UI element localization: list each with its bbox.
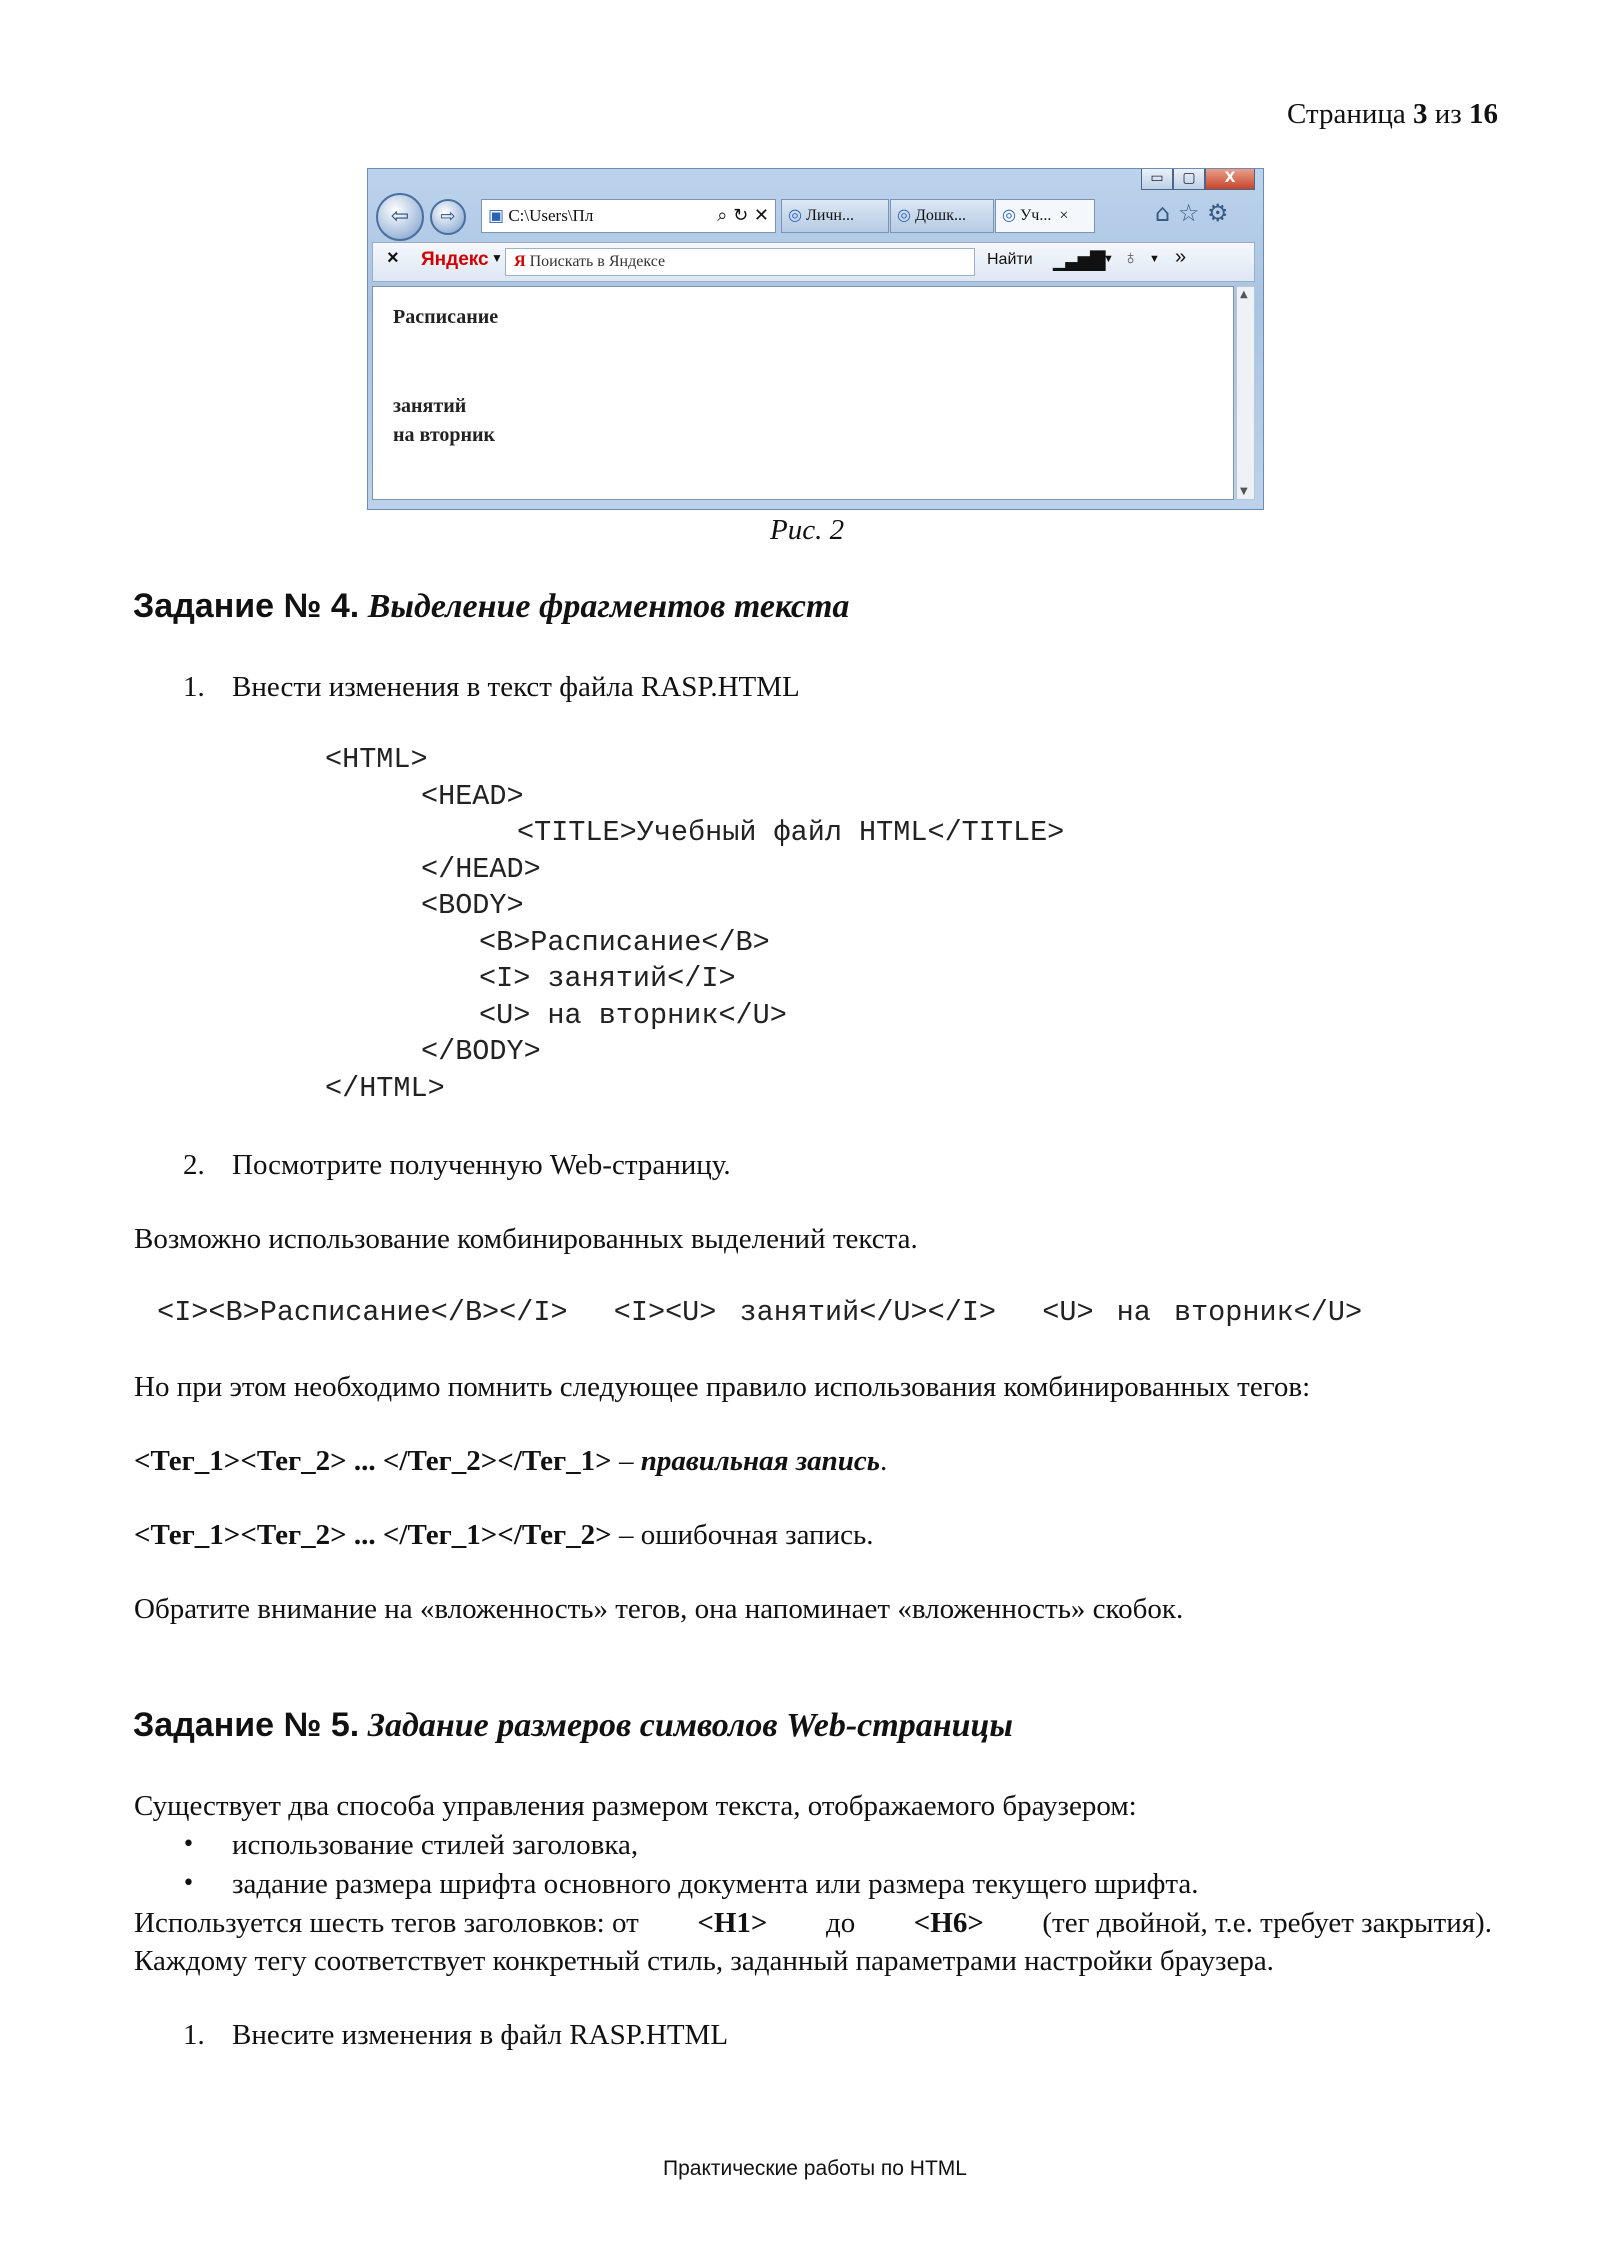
para-text-b: до [825,1907,856,1939]
yandex-y-icon: Я [514,253,526,270]
chevron-down-icon[interactable]: ▼ [1149,253,1160,265]
step-text: Внести изменения в текст файла RASP.HTML [232,671,800,703]
rule-correct-end: . [880,1445,888,1477]
more-button[interactable]: » [1175,246,1187,268]
minimize-button[interactable]: ▭ [1141,169,1173,190]
forward-arrow-icon: ⇨ [440,206,456,227]
chevron-down-icon[interactable]: ▼ [1103,253,1114,265]
figure-caption: Рис. 2 [770,514,845,546]
para-h1-tag: <H1> [697,1907,768,1939]
bullet-icon: • [182,1871,195,1896]
back-button[interactable] [376,193,424,241]
toolbar-icons [1155,199,1229,227]
close-window-button[interactable]: X [1205,169,1255,190]
vertical-scrollbar[interactable] [1236,286,1255,500]
home-icon[interactable]: ⌂ [1155,199,1171,227]
viewport-line-2: занятий [393,395,467,417]
task4-heading [133,586,849,627]
ie-icon: ◎ [788,207,802,224]
address-bar[interactable] [481,199,776,233]
code-line: <BODY> [421,889,524,922]
rule-correct-dash: – [611,1445,641,1477]
bullet-text: задание размера шрифта основного документа или размера текущего шрифта. [232,1868,1199,1900]
task4-step1 [183,670,800,704]
signal-icon[interactable]: ▁▃▅▇ [1053,249,1103,271]
step-text: Посмотрите полученную Web-страницу. [232,1149,731,1181]
code-line: <TITLE>Учебный файл HTML</TITLE> [517,816,1065,849]
back-arrow-icon: ⇦ [390,204,410,229]
search-placeholder: Поискать в Яндексе [529,253,666,270]
browser-tab[interactable] [781,199,889,233]
code-line: <I> занятий</I> [479,962,736,995]
combined-intro: Возможно использование комбинированных выделений текста. [134,1223,918,1255]
combined-code: <I><B>Расписание</B></I> <I><U> занятий</U></I> <U> на вторник</U> [134,1296,1363,1329]
task5-heading [133,1705,1013,1746]
bell-icon[interactable]: ♁ [1123,247,1138,269]
bullet-item [182,1867,1199,1901]
task5-intro: Существует два способа управления размером текста, отображаемого браузером: [134,1790,1137,1822]
task5-lead: Задание № 5. [133,1706,360,1744]
gear-icon[interactable]: ⚙ [1207,199,1229,227]
favorites-icon[interactable]: ☆ [1177,199,1200,227]
tab-close-icon[interactable]: × [1059,207,1069,224]
tab-label: Личн... [805,207,854,224]
step-number: 1. [183,671,205,703]
para-h6-tag: <H6> [913,1907,984,1939]
maximize-button[interactable]: ▢ [1173,169,1205,190]
code-line: </BODY> [421,1035,541,1068]
address-text: C:\Users\Пл [508,206,594,225]
bullet-text: использование стилей заголовка, [232,1829,639,1861]
headings-paragraph-line2: Каждому тегу соответствует конкретный стиль, заданный параметрами настройки браузера. [134,1945,1274,1977]
rule-intro: Но при этом необходимо помнить следующее правило использования комбинированных тегов: [134,1371,1311,1403]
ie-icon: ◎ [897,207,911,224]
task5-step1 [183,2018,729,2052]
task4-lead: Задание № 4. [133,587,360,625]
task4-step2 [183,1148,731,1182]
browser-tab[interactable] [890,199,994,233]
rule-correct [134,1444,887,1478]
page-total: 16 [1469,98,1498,130]
code-line: <B>Расписание</B> [479,925,770,959]
rule-wrong [134,1518,873,1552]
tab-label: Дошк... [914,207,966,224]
yandex-toolbar [372,242,1255,282]
headings-paragraph-line1 [134,1906,1492,1940]
ie-icon: ◎ [1002,207,1016,224]
browser-tab-active[interactable] [995,199,1095,233]
address-icons [717,200,769,232]
code-line: <U> на вторник</U> [479,998,787,1032]
page-icon: ▣ [488,206,505,225]
html-code-block [0,742,1065,1144]
stop-icon[interactable]: ✕ [753,205,769,226]
rule-wrong-text: – ошибочная запись. [611,1519,874,1551]
page-label: Страница [1286,98,1406,130]
viewport-line-1: Расписание [393,306,499,328]
step-text: Внесите изменения в файл RASP.HTML [232,2019,729,2051]
search-button[interactable]: Найти [987,251,1033,268]
viewport-line-3: на вторник [393,424,496,446]
scroll-down-icon[interactable]: ▼ [1240,486,1248,497]
search-icon[interactable]: ⌕ [717,205,728,226]
para-text-a: Используется шесть тегов заголовков: от [134,1907,639,1939]
task5-title: Задание размеров символов Web-страницы [367,1707,1014,1744]
scroll-up-icon[interactable]: ▲ [1240,289,1248,300]
forward-button[interactable] [430,199,466,235]
rule-correct-label: правильная запись [640,1445,881,1477]
page-footer: Практические работы по HTML [663,2157,967,2180]
rule-correct-code: <Тег_1><Тег_2> ... </Тег_2></Тег_1> [134,1445,612,1477]
page-number: 3 [1413,98,1428,130]
para-text-c: (тег двойной, т.е. требует закрытия). [1042,1907,1492,1939]
code-line: <HTML> [325,743,428,776]
browser-screenshot [367,168,1264,510]
nesting-note: Обратите внимание на «вложенность» тегов, она напоминает «вложенность» скобок. [134,1593,1184,1625]
bullet-icon: • [182,1832,195,1857]
code-line: <HEAD> [421,779,524,813]
code-line: </HTML> [325,1071,445,1105]
window-controls [1141,169,1255,193]
page-of-label: из [1434,98,1462,130]
page-counter [1287,97,1498,131]
refresh-icon[interactable]: ↻ [733,205,749,226]
yandex-logo[interactable]: Яндекс [421,249,489,270]
toolbar-close-icon[interactable]: × [387,247,399,269]
step-number: 2. [183,1149,205,1181]
task4-title: Выделение фрагментов текста [367,588,850,625]
yandex-search-input[interactable] [505,248,975,276]
tab-label: Уч... [1019,207,1052,224]
chevron-down-icon[interactable]: ▼ [491,251,503,265]
page-viewport [372,286,1234,500]
rule-wrong-code: <Тег_1><Тег_2> ... </Тег_1></Тег_2> [134,1519,612,1551]
step-number: 1. [183,2019,205,2051]
bullet-item [182,1828,639,1862]
code-line: </HEAD> [421,852,541,886]
